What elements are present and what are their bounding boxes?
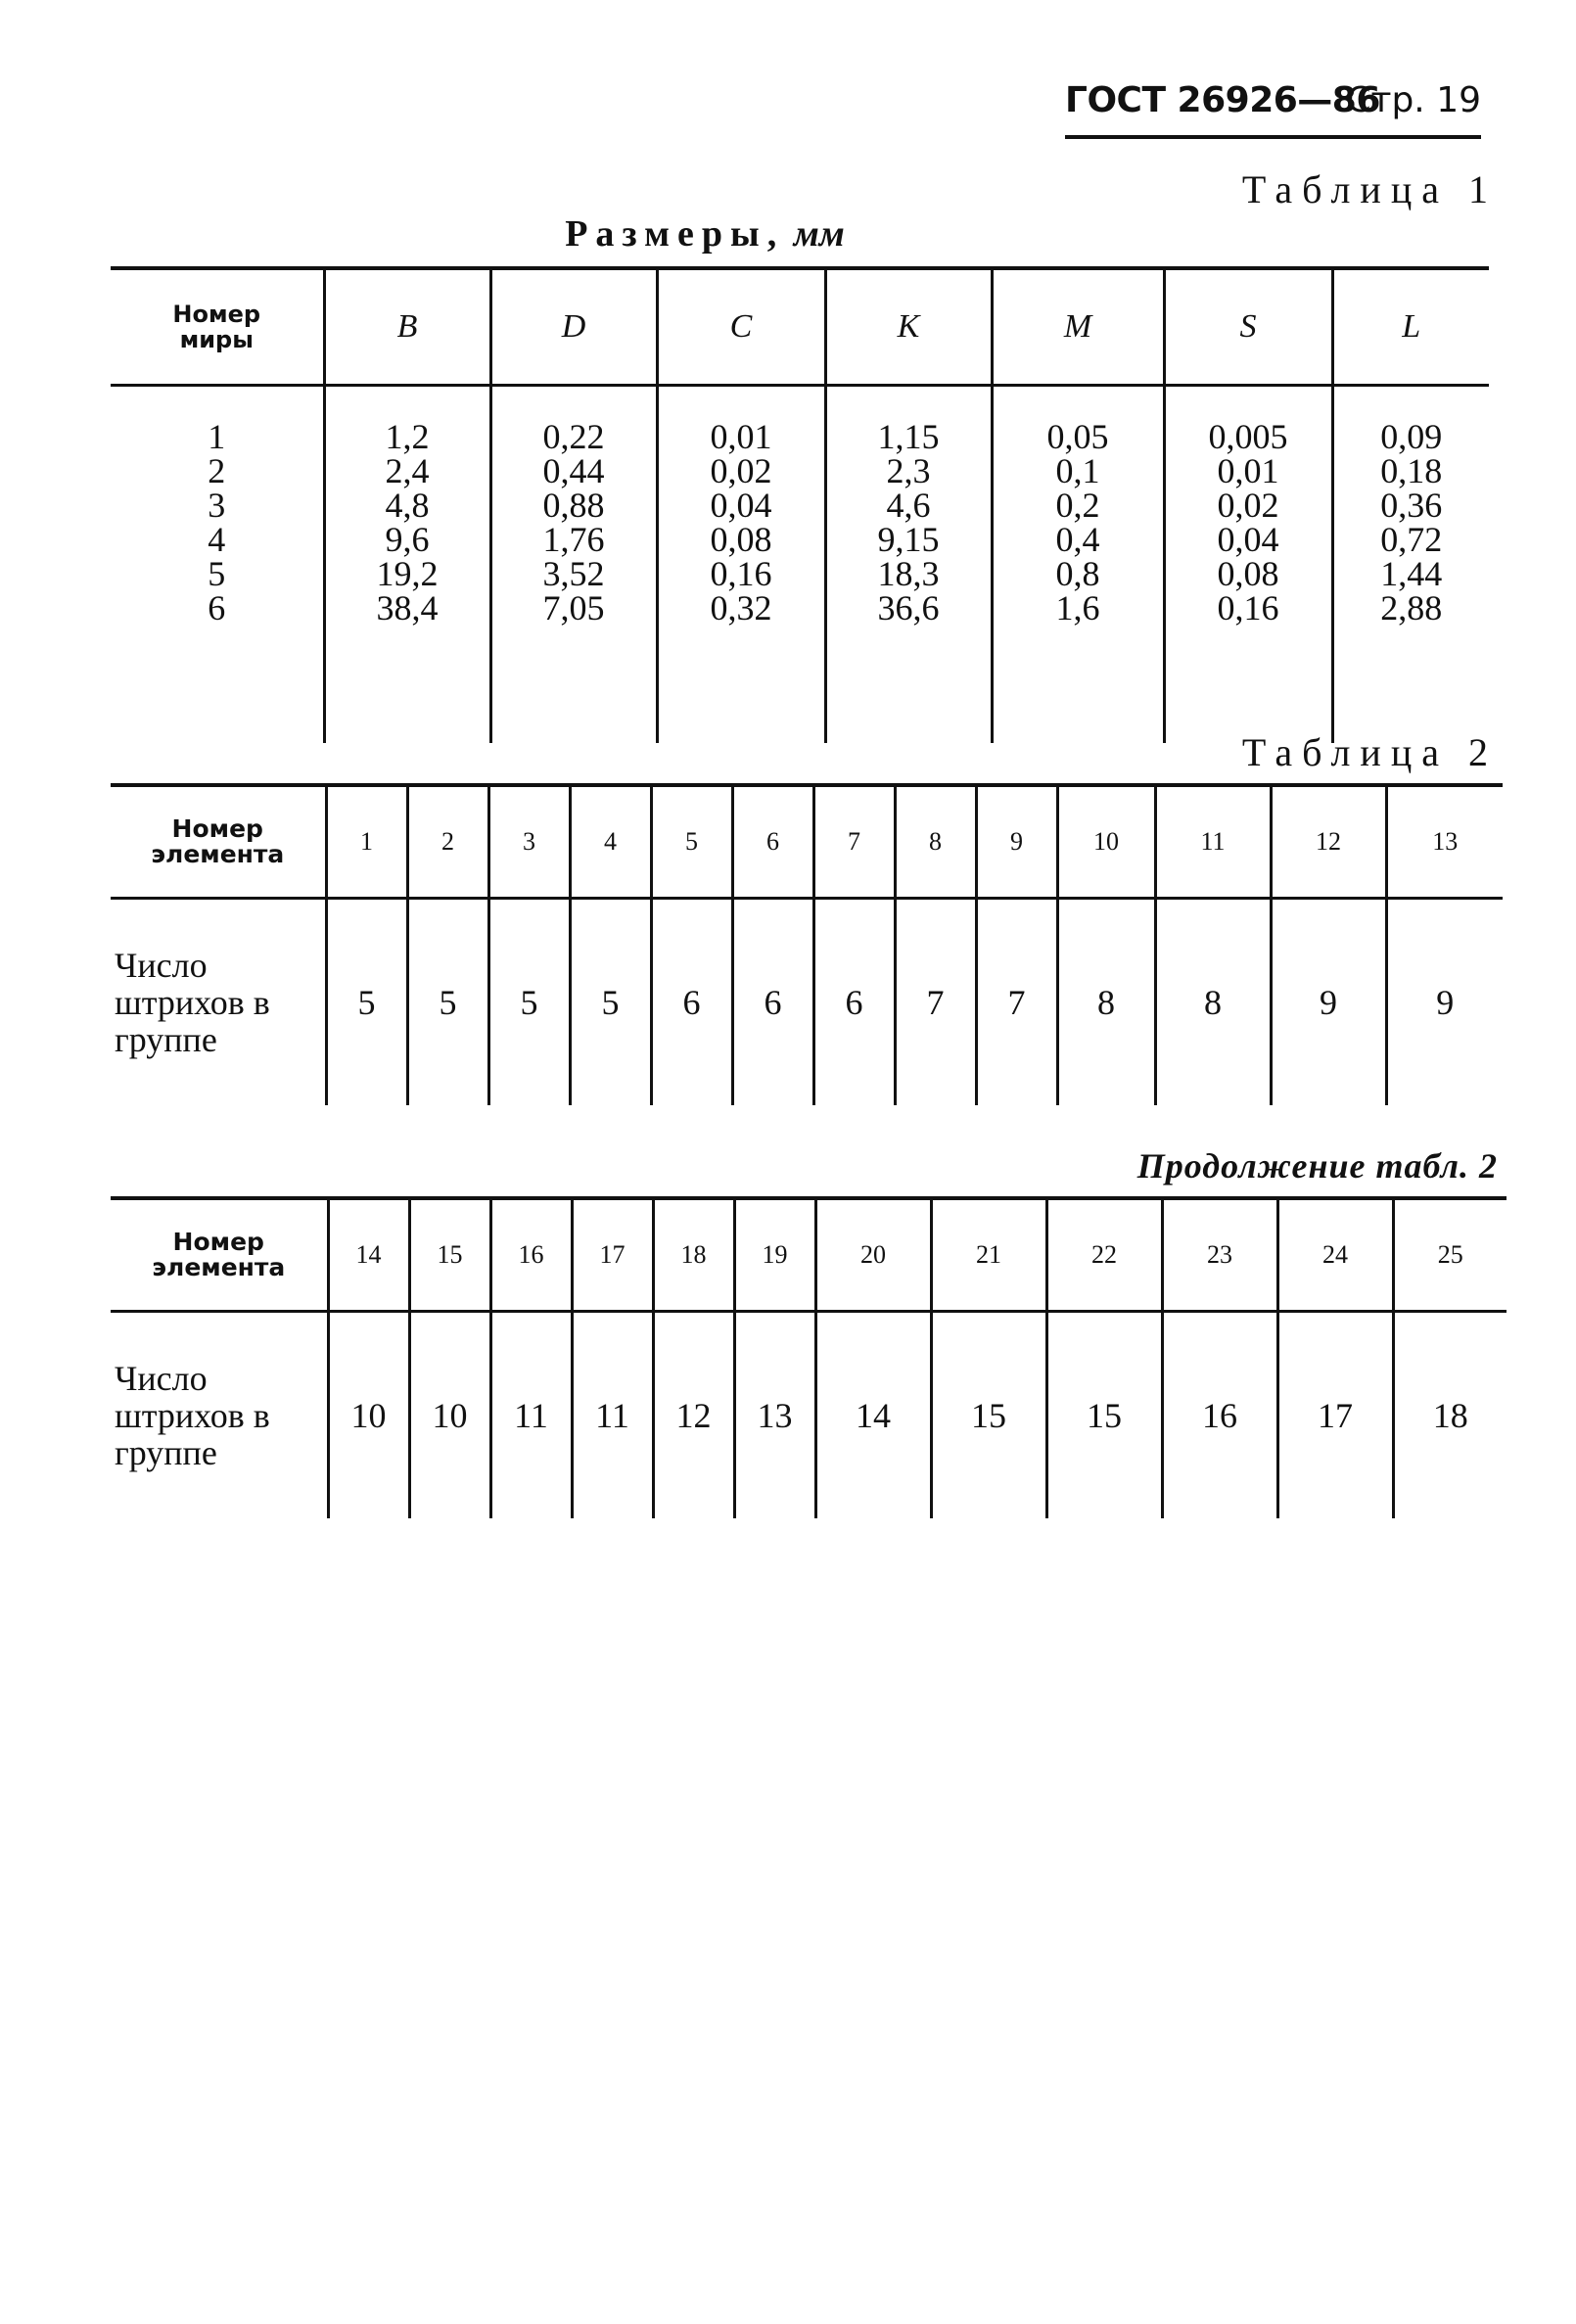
- stroke-count: 6: [732, 899, 813, 1106]
- table-cell: 2,88: [1380, 588, 1443, 627]
- element-number: 2: [407, 785, 488, 899]
- table3-caption: Продолжение табл. 2: [1136, 1146, 1498, 1185]
- element-number: 16: [490, 1198, 572, 1312]
- table-cell: 0,01: [710, 417, 772, 456]
- table1-data-row: [111, 386, 1489, 744]
- stroke-count: 13: [734, 1312, 815, 1519]
- table-cell: 0,4: [1055, 520, 1100, 559]
- page-header: [1065, 76, 1481, 139]
- table-cell: 0,22: [542, 417, 605, 456]
- stroke-count: 18: [1393, 1312, 1506, 1519]
- element-number: 6: [732, 785, 813, 899]
- table2-header-row: [111, 785, 1503, 899]
- table2-caption: Таблица 2: [1241, 730, 1498, 774]
- table-cell: 9,15: [877, 520, 940, 559]
- element-number: 1: [326, 785, 407, 899]
- element-number: 13: [1386, 785, 1503, 899]
- table3-header-row: [111, 1198, 1506, 1312]
- table-cell: 1,44: [1380, 554, 1443, 593]
- stroke-count: 9: [1386, 899, 1503, 1106]
- column-header-s: S: [1164, 268, 1332, 386]
- table1-measure-dimensions: [111, 266, 1489, 743]
- element-number: 18: [653, 1198, 734, 1312]
- table2-strokes-per-element: [111, 783, 1503, 1105]
- element-number: 17: [572, 1198, 653, 1312]
- element-number: 5: [651, 785, 732, 899]
- element-number: 7: [813, 785, 895, 899]
- page-number: Стр. 19: [1346, 80, 1481, 120]
- stroke-count: 5: [570, 899, 651, 1106]
- table-cell: 0,01: [1217, 451, 1279, 490]
- element-number: 4: [570, 785, 651, 899]
- stroke-count: 7: [895, 899, 976, 1106]
- table1-caption: Таблица 1: [1241, 167, 1498, 211]
- table-cell: 0,44: [542, 451, 605, 490]
- table3-body-label: Число штрихов в группе: [115, 1359, 270, 1472]
- table-cell: 7,05: [542, 588, 605, 627]
- stroke-count: 5: [488, 899, 570, 1106]
- stroke-count: 8: [1155, 899, 1271, 1106]
- table-cell: 19,2: [376, 554, 439, 593]
- table2-body-label: Число штрихов в группе: [115, 946, 270, 1059]
- element-number: 12: [1271, 785, 1386, 899]
- table-cell: 3,52: [542, 554, 605, 593]
- table-cell: 0,16: [1217, 588, 1279, 627]
- column-header-k: K: [825, 268, 992, 386]
- table-cell: 18,3: [877, 554, 940, 593]
- element-number: 24: [1277, 1198, 1393, 1312]
- stroke-count: 15: [1046, 1312, 1162, 1519]
- element-number: 25: [1393, 1198, 1506, 1312]
- table-cell: 2,4: [385, 451, 430, 490]
- column-values-k: [825, 386, 992, 744]
- table1-row-numbers: [111, 386, 324, 744]
- stroke-count: 6: [813, 899, 895, 1106]
- table-cell: 0,36: [1380, 486, 1443, 525]
- column-header-d: D: [490, 268, 657, 386]
- table-cell: 0,1: [1055, 451, 1100, 490]
- element-number: 3: [488, 785, 570, 899]
- table-cell: 0,02: [710, 451, 772, 490]
- stroke-count: 6: [651, 899, 732, 1106]
- element-number: 20: [815, 1198, 931, 1312]
- element-number: 21: [931, 1198, 1046, 1312]
- table-cell: 0,005: [1208, 417, 1288, 456]
- table2-continuation: [111, 1196, 1506, 1518]
- element-number: 11: [1155, 785, 1271, 899]
- table3-head-label: Номер элемента: [111, 1198, 328, 1312]
- table-cell: 38,4: [376, 588, 439, 627]
- table3-data-row: [111, 1312, 1506, 1519]
- stroke-count: 8: [1057, 899, 1155, 1106]
- stroke-count: 10: [409, 1312, 490, 1519]
- table-cell: 0,8: [1055, 554, 1100, 593]
- column-values-m: [992, 386, 1164, 744]
- table-cell: 0,08: [710, 520, 772, 559]
- column-header-l: L: [1332, 268, 1489, 386]
- table-cell: 1,2: [385, 417, 430, 456]
- column-header-b: B: [324, 268, 490, 386]
- table-cell: 36,6: [877, 588, 940, 627]
- element-number: 15: [409, 1198, 490, 1312]
- column-header-m: M: [992, 268, 1164, 386]
- stroke-count: 11: [490, 1312, 572, 1519]
- column-values-b: [324, 386, 490, 744]
- stroke-count: 14: [815, 1312, 931, 1519]
- standard-number: ГОСТ 26926—86: [1065, 80, 1380, 120]
- column-values-c: [657, 386, 825, 744]
- stroke-count: 12: [653, 1312, 734, 1519]
- row-number: 6: [208, 588, 226, 627]
- table-cell: 4,8: [385, 486, 430, 525]
- element-number: 19: [734, 1198, 815, 1312]
- element-number: 14: [328, 1198, 409, 1312]
- table-cell: 0,04: [710, 486, 772, 525]
- table-cell: 0,04: [1217, 520, 1279, 559]
- row-number: 2: [208, 451, 226, 490]
- column-values-d: [490, 386, 657, 744]
- table-cell: 2,3: [886, 451, 931, 490]
- element-number: 23: [1162, 1198, 1277, 1312]
- stroke-count: 15: [931, 1312, 1046, 1519]
- table-cell: 0,08: [1217, 554, 1279, 593]
- dimensions-unit: мм: [793, 213, 845, 255]
- table-cell: 0,02: [1217, 486, 1279, 525]
- stroke-count: 5: [407, 899, 488, 1106]
- table-cell: 1,6: [1055, 588, 1100, 627]
- table-cell: 0,88: [542, 486, 605, 525]
- table-cell: 1,76: [542, 520, 605, 559]
- element-number: 22: [1046, 1198, 1162, 1312]
- row-number: 5: [208, 554, 226, 593]
- stroke-count: 10: [328, 1312, 409, 1519]
- stroke-count: 11: [572, 1312, 653, 1519]
- table-cell: 0,2: [1055, 486, 1100, 525]
- column-values-l: [1332, 386, 1489, 744]
- table1-row-label: Номер миры: [111, 268, 324, 386]
- stroke-count: 9: [1271, 899, 1386, 1106]
- row-number: 3: [208, 486, 226, 525]
- table-cell: 4,6: [886, 486, 931, 525]
- stroke-count: 16: [1162, 1312, 1277, 1519]
- element-number: 10: [1057, 785, 1155, 899]
- table-cell: 9,6: [385, 520, 430, 559]
- row-number: 4: [208, 520, 226, 559]
- element-number: 9: [976, 785, 1057, 899]
- table1-header-row: [111, 268, 1489, 386]
- table-cell: 0,18: [1380, 451, 1443, 490]
- table1-dimensions-note: [0, 212, 1410, 256]
- dimensions-word: Размеры,: [565, 213, 785, 255]
- row-number: 1: [208, 417, 226, 456]
- table-cell: 0,32: [710, 588, 772, 627]
- column-header-c: C: [657, 268, 825, 386]
- column-values-s: [1164, 386, 1332, 744]
- table-cell: 1,15: [877, 417, 940, 456]
- table-cell: 0,09: [1380, 417, 1443, 456]
- stroke-count: 7: [976, 899, 1057, 1106]
- stroke-count: 17: [1277, 1312, 1393, 1519]
- stroke-count: 5: [326, 899, 407, 1106]
- element-number: 8: [895, 785, 976, 899]
- table2-data-row: [111, 899, 1503, 1106]
- table2-head-label: Номер элемента: [111, 785, 326, 899]
- table-cell: 0,72: [1380, 520, 1443, 559]
- table-cell: 0,05: [1046, 417, 1109, 456]
- table-cell: 0,16: [710, 554, 772, 593]
